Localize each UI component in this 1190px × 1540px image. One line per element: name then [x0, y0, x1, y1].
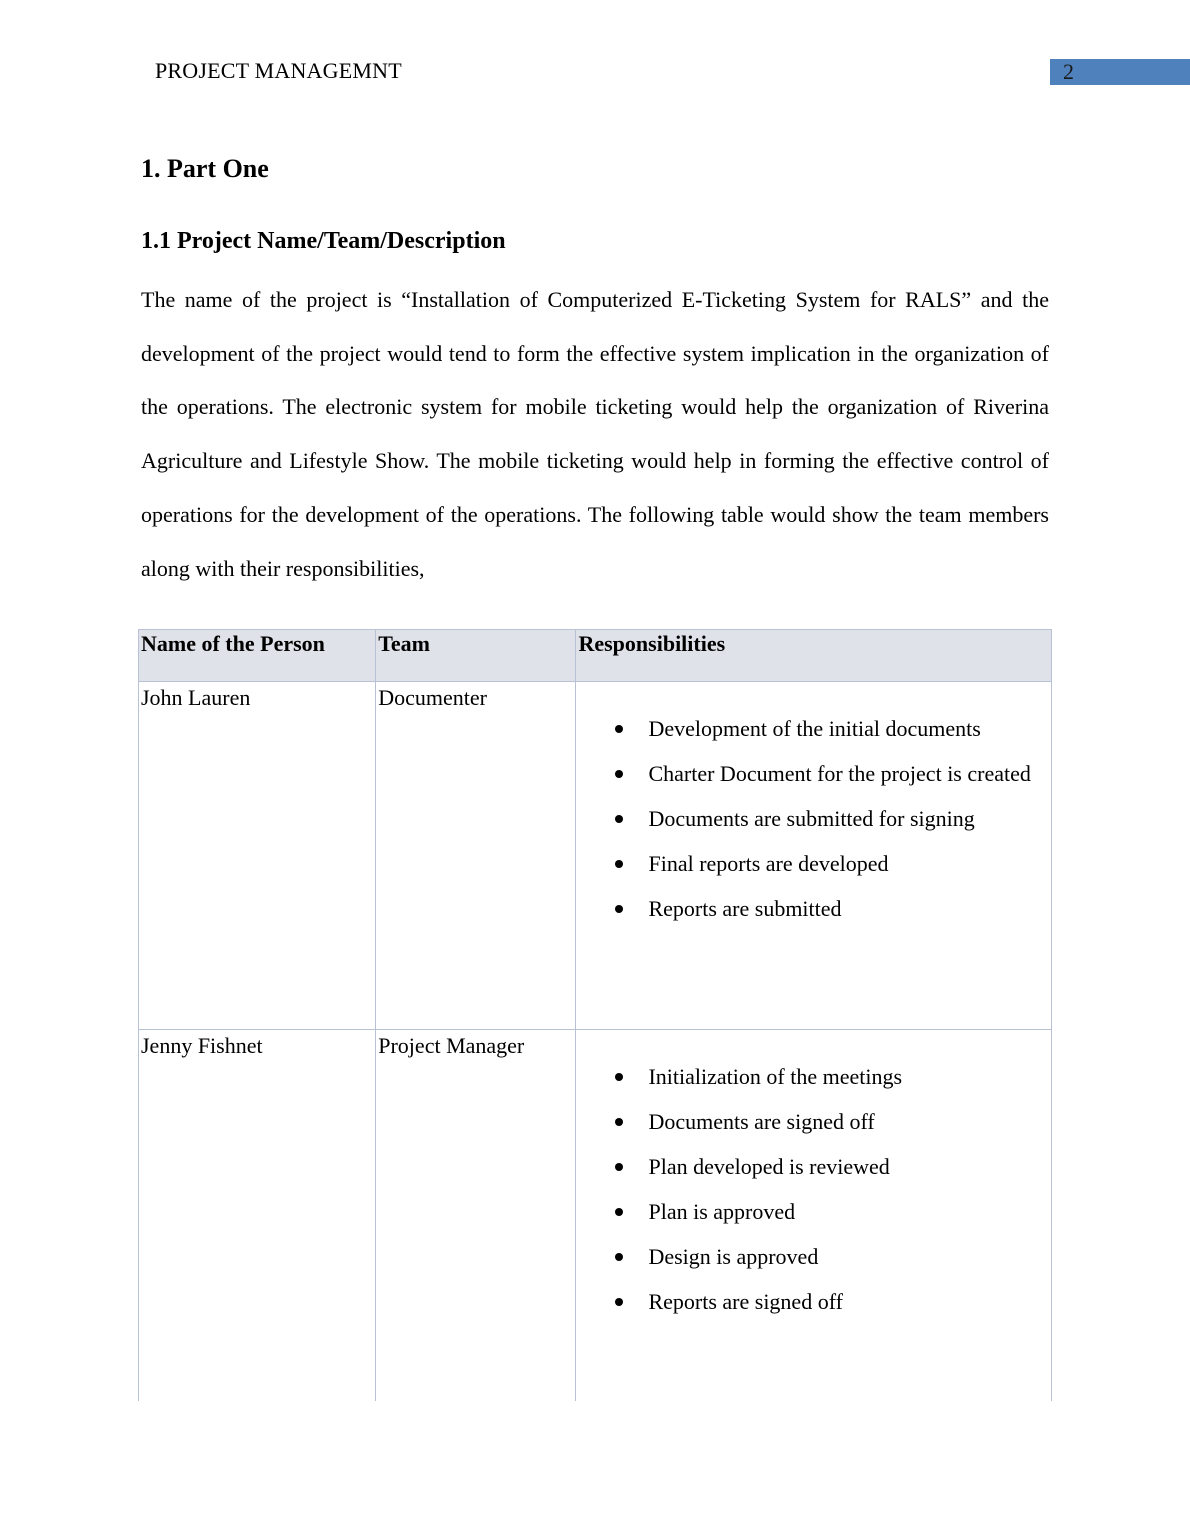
table-row — [139, 1030, 1052, 1402]
responsibility-text: Reports are signed off — [648, 1289, 843, 1314]
bullet-icon — [615, 1073, 623, 1081]
responsibilities-list — [578, 715, 1051, 922]
responsibility-text: Documents are submitted for signing — [648, 806, 975, 831]
team-cell: Documenter — [376, 682, 576, 1030]
team-table — [138, 629, 1052, 1401]
responsibilities-list — [578, 1063, 1051, 1315]
responsibility-text: Plan developed is reviewed — [648, 1154, 890, 1179]
bullet-icon — [615, 815, 623, 823]
list-item — [578, 1108, 1051, 1135]
column-header-name: Name of the Person — [139, 630, 376, 682]
table-header-row — [139, 630, 1052, 682]
responsibilities-cell — [576, 1030, 1052, 1402]
responsibility-text: Charter Document for the project is created — [648, 761, 1031, 786]
page-number: 2 — [1063, 59, 1074, 84]
list-item — [578, 1153, 1051, 1180]
table-row — [139, 682, 1052, 1030]
section-subheading: 1.1 Project Name/Team/Description — [141, 228, 506, 254]
bullet-icon — [615, 1208, 623, 1216]
responsibility-text: Reports are submitted — [648, 896, 842, 921]
bullet-icon — [615, 1118, 623, 1126]
list-item — [578, 850, 1051, 877]
list-item — [578, 805, 1051, 832]
responsibility-text: Plan is approved — [648, 1199, 796, 1224]
responsibility-text: Design is approved — [648, 1244, 819, 1269]
list-item — [578, 895, 1051, 922]
list-item — [578, 1063, 1051, 1090]
list-item — [578, 715, 1051, 742]
responsibilities-cell — [576, 682, 1052, 1030]
responsibility-text: Final reports are developed — [648, 851, 889, 876]
responsibility-text: Development of the initial documents — [648, 716, 981, 741]
responsibility-text: Initialization of the meetings — [648, 1064, 903, 1089]
list-item — [578, 1198, 1051, 1225]
bullet-icon — [615, 1253, 623, 1261]
section-heading: 1. Part One — [141, 154, 269, 183]
responsibility-text: Documents are signed off — [648, 1109, 875, 1134]
body-paragraph: The name of the project is “Installation of Computerized E-Ticketing System for RALS” and the development of the project would tend to form the effective system implication in the organization of the operations. The electronic system for mobile ticketing would help the organization of Riverina Agriculture and Lifestyle Show. The mobile ticketing would help in forming the effective control of operations for the development of the operations. The following table would show the team members along with their responsibilities, — [141, 287, 1049, 581]
page-header-title: PROJECT MANAGEMNT — [155, 58, 402, 83]
person-name-cell: John Lauren — [139, 682, 376, 1030]
list-item — [578, 1288, 1051, 1315]
column-header-responsibilities: Responsibilities — [576, 630, 1052, 682]
bullet-icon — [615, 1163, 623, 1171]
team-cell: Project Manager — [376, 1030, 576, 1402]
list-item — [578, 760, 1051, 787]
bullet-icon — [615, 1298, 623, 1306]
bullet-icon — [615, 905, 623, 913]
bullet-icon — [615, 725, 623, 733]
page-number-bar — [1050, 59, 1190, 85]
bullet-icon — [615, 770, 623, 778]
column-header-team: Team — [376, 630, 576, 682]
person-name-cell: Jenny Fishnet — [139, 1030, 376, 1402]
list-item — [578, 1243, 1051, 1270]
bullet-icon — [615, 860, 623, 868]
